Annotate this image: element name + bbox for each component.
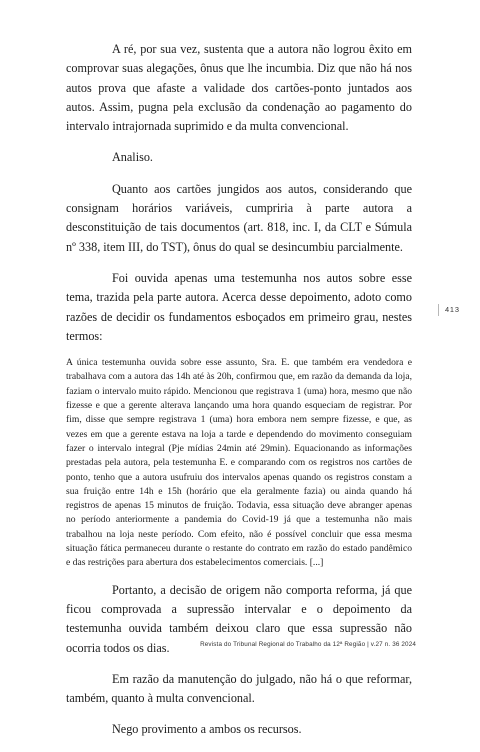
paragraph-time-cards: Quanto aos cartões jungidos aos autos, considerando que consignam horários variáveis, cumpriria à parte autora a desconstituição de tais documentos (art. 818, inc. I, da CLT e Súmula nº 338, item III, do TST), ônus do qual se desincumbiu parcialmente. bbox=[66, 181, 412, 254]
paragraph-ruling: Nego provimento a ambos os recursos. bbox=[112, 722, 302, 737]
paragraph-conclusion: Portanto, a decisão de origem não comporta reforma, já que ficou comprovada a supressão intervalar e o depoimento da testemunha ouvida também deixou claro que essa supressão não ocorria todos os dias. bbox=[66, 582, 412, 655]
page-number: 413 bbox=[438, 304, 460, 316]
paragraph-defendant-argument: A ré, por sua vez, sustenta que a autora não logrou êxito em comprovar suas alegações, ônus que lhe incumbia. Diz que não há nos autos prova que afaste a validade dos cartões-ponto juntados aos autos. Assim, pugna pela exclusão da condenação ao pagamento do intervalo intrajornada suprimido e da multa convencional. bbox=[66, 42, 412, 134]
paragraph-penalty: Em razão da manutenção do julgado, não há o que reformar, também, quanto à multa convencional. bbox=[66, 671, 412, 706]
paragraph-witness-intro: Foi ouvida apenas uma testemunha nos autos sobre esse tema, trazida pela parte autora. Acerca desse depoimento, adoto como razões de decidir os fundamentos esboçados em primeiro grau, nestes termos: bbox=[66, 270, 412, 343]
paragraph-analysis-heading: Analiso. bbox=[112, 150, 153, 165]
journal-footer: Revista do Tribunal Regional do Trabalho da 12ª Região | v.27 n. 36 2024 bbox=[200, 641, 416, 648]
block-quote-first-instance: A única testemunha ouvida sobre esse assunto, Sra. E. que também era vendedora e trabalhava com a autora das 14h até às 20h, confirmou que, em razão da demanda da loja, faziam o intervalo muito rápido. Mencionou que registrava 1 (uma) hora, mesmo que não fizesse e que a gerente alterava lançando uma hora quando esqueciam de registrar. Por fim, disse que sempre registrava 1 (uma) hora embora nem sempre fizesse, e que, as vezes em que a gerente estava na loja a tarde e dependendo do movimento conseguiam fazer o intervalo integral (Pje mídias 24min até 29min). Equacionando as informações prestadas pela autora, pela testemunha E. e comparando com os registros nos cartões de ponto, tenho que a autora usufruiu dos intervalos apenas quando os registros constam a sua fruição entre 14h e 15h (horário que ela geralmente fazia) ou ainda quando há registros de apenas 15 minutos de fruição. Todavia, essa situação deve abranger apenas no período anteriormente a pandemia do Covid-19 já que a testemunha não mais trabalhou na loja neste período. Com efeito, não é possível concluir que essa mesma situação fática permaneceu durante o restante do contrato em razão do estado pandêmico e das restrições para abertura dos estabelecimentos comerciais. [...] bbox=[66, 357, 412, 569]
